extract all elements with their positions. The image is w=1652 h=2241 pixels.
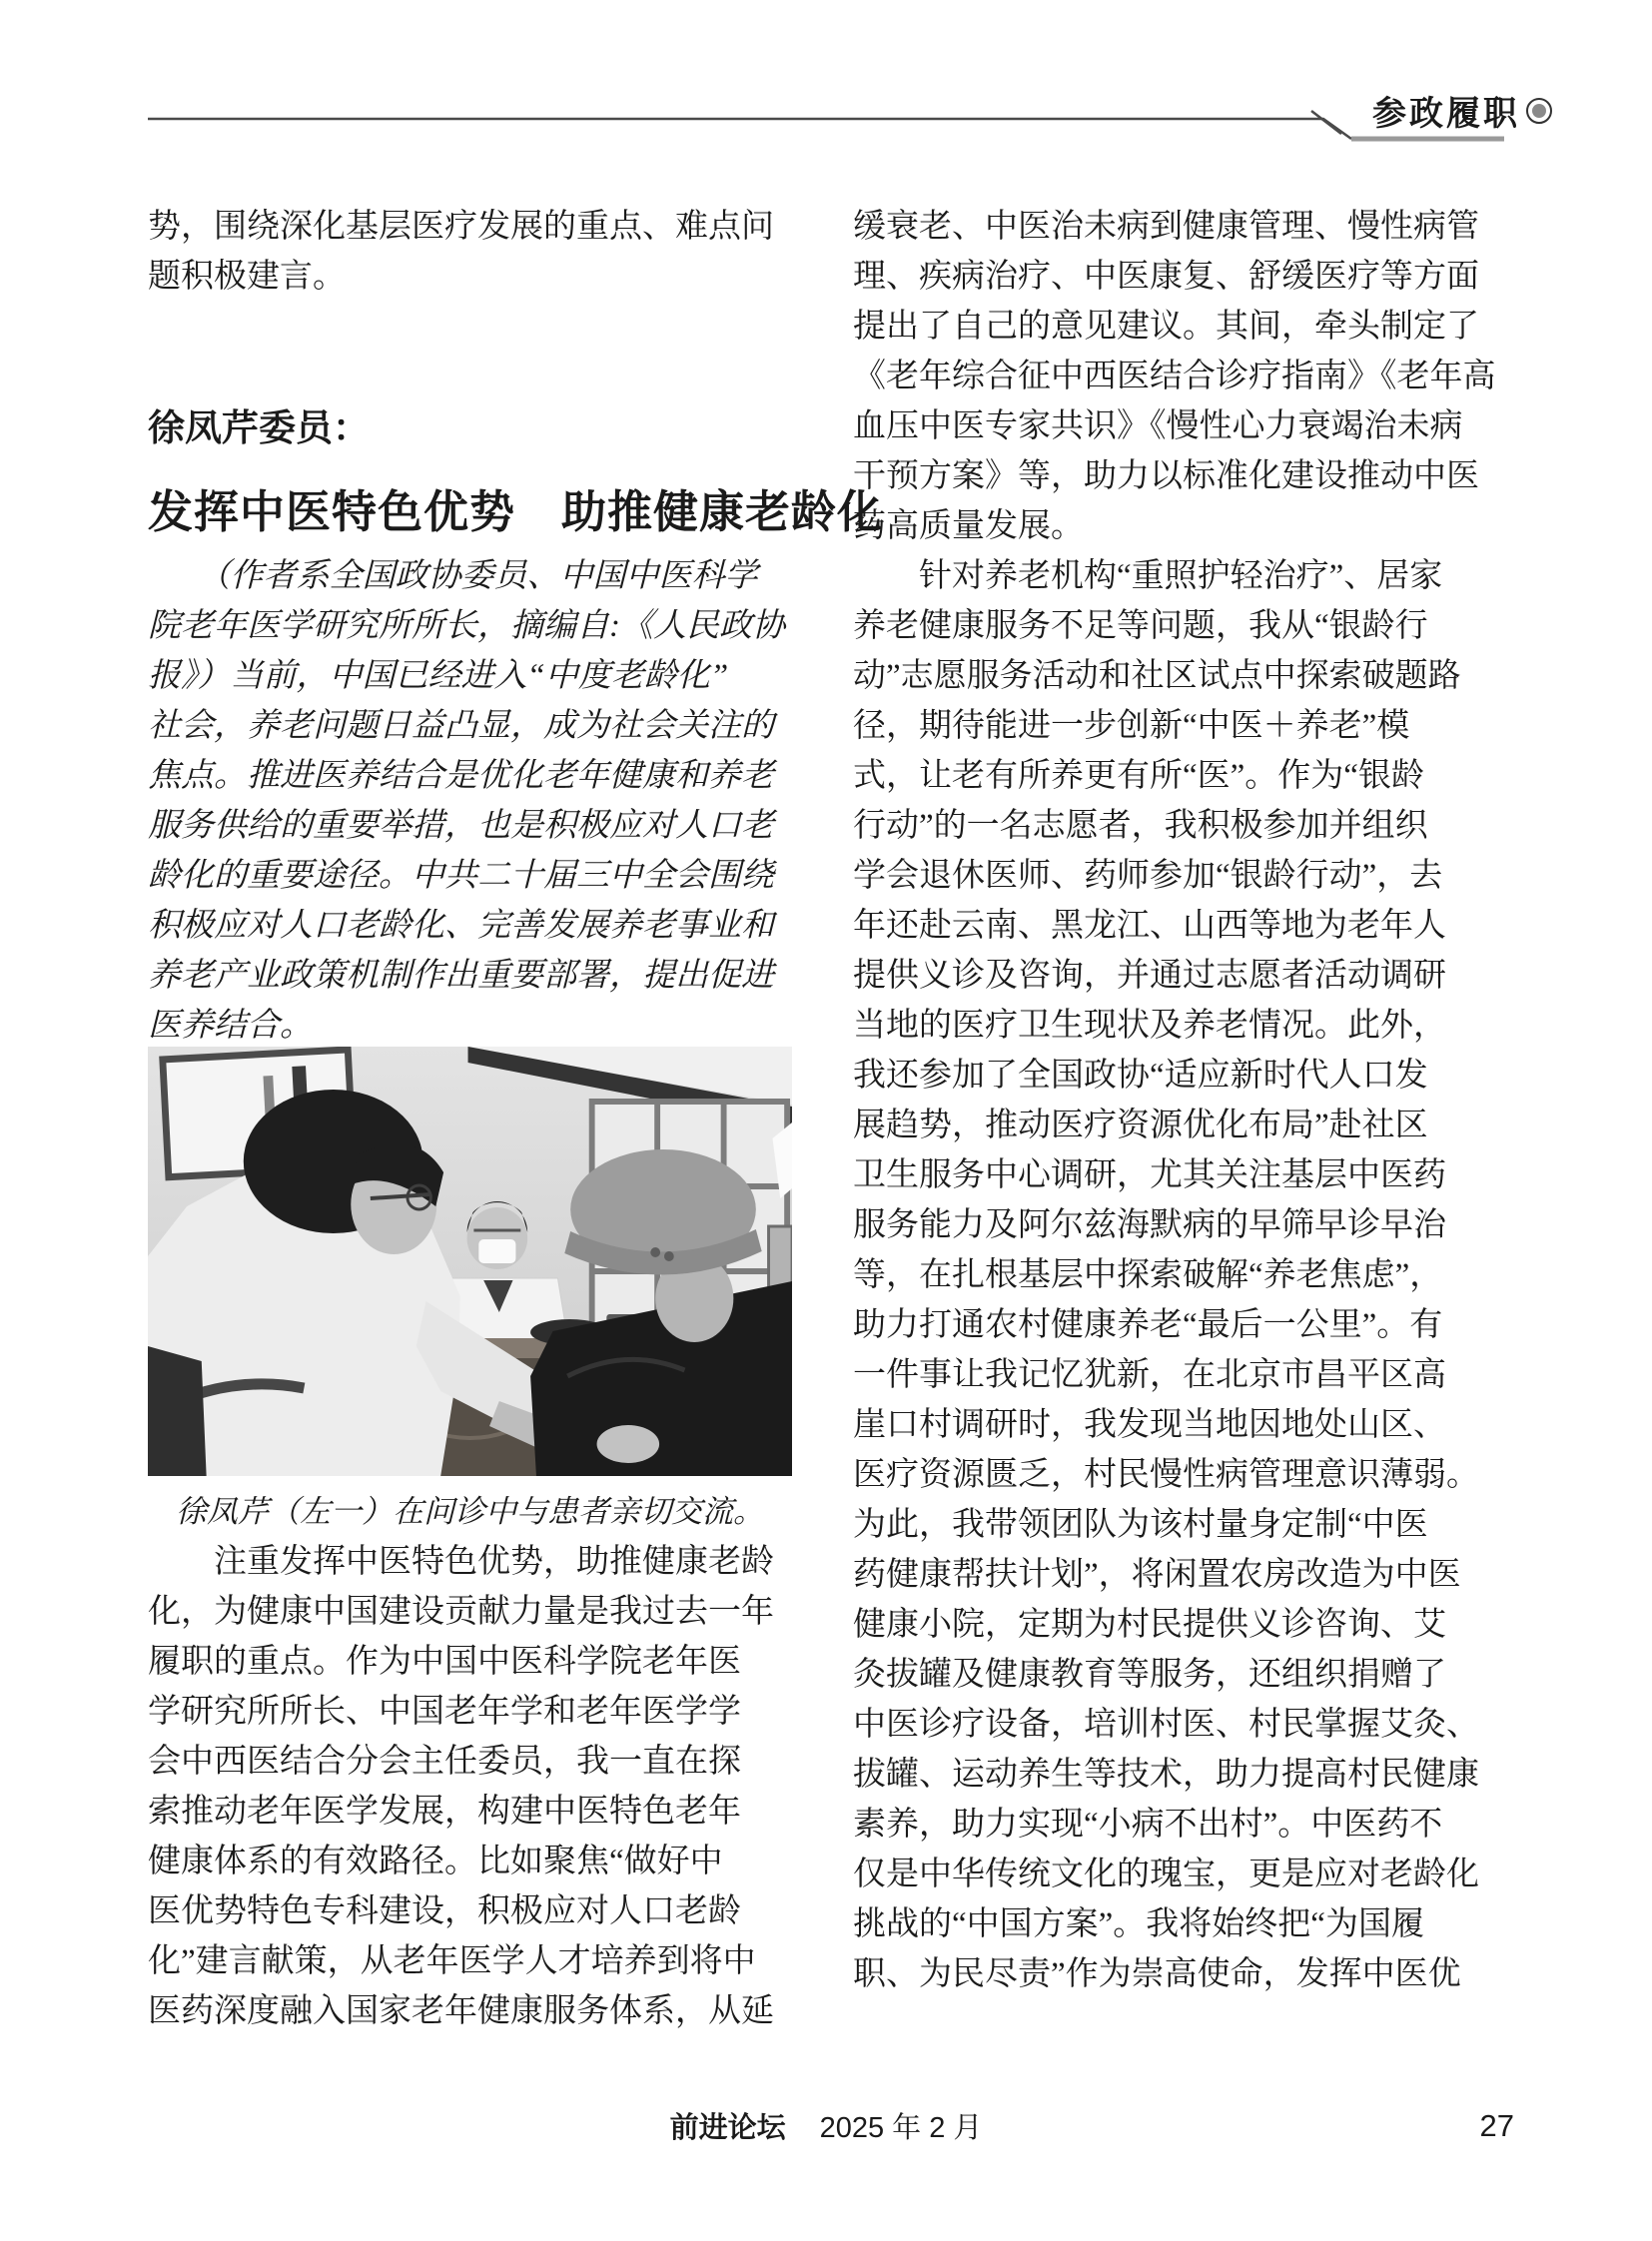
text-line: 索推动老年医学发展，构建中医特色老年 — [148, 1794, 741, 1830]
text-line: 健康小院，定期为村民提供义诊咨询、艾 — [853, 1607, 1446, 1643]
text-line: 化”建言献策，从老年医学人才培养到将中 — [148, 1943, 756, 1979]
text-line: 卫生服务中心调研，尤其关注基层中医药 — [853, 1157, 1446, 1193]
left-column-body-paragraph — [148, 1537, 817, 2036]
text-line: 报》）当前，中国已经进入“中度老龄化” — [148, 658, 729, 694]
text-line: 挑战的“中国方案”。我将始终把“为国履 — [853, 1906, 1424, 1942]
photo-caption: 徐凤芹（左一）在问诊中与患者亲切交流。 — [176, 1494, 764, 1529]
text-line: 职、为民尽责”作为崇高使命，发挥中医优 — [853, 1956, 1461, 1992]
text-line: 式，让老有所养更有所“医”。作为“银龄 — [853, 758, 1424, 794]
text-line: 崖口村调研时，我发现当地因地处山区、 — [853, 1407, 1446, 1443]
author-intro-note — [148, 551, 823, 1051]
text-line: 仅是中华传统文化的瑰宝，更是应对老龄化 — [853, 1857, 1479, 1892]
text-line: 社会，养老问题日益凸显，成为社会关注的 — [148, 708, 774, 744]
text-line: 学研究所所长、中国老年学和老年医学学 — [148, 1694, 741, 1730]
text-line: 医药深度融入国家老年健康服务体系，从延 — [148, 1993, 774, 2029]
text-line: 灸拔罐及健康教育等服务，还组织捐赠了 — [853, 1657, 1446, 1693]
consultation-photo — [148, 1047, 792, 1476]
text-line: 医养结合。 — [148, 1008, 313, 1044]
text-line: 提出了自己的意见建议。其间，牵头制定了 — [853, 309, 1479, 345]
text-line: 题积极建言。 — [148, 259, 346, 295]
text-line: 动”志愿服务活动和社区试点中探索破题路 — [853, 658, 1461, 694]
text-line: 健康体系的有效路径。比如聚焦“做好中 — [148, 1844, 723, 1879]
footer — [0, 2105, 1652, 2151]
text-line: 素养，助力实现“小病不出村”。中医药不 — [853, 1807, 1443, 1843]
text-line: 等，在扎根基层中探索破解“养老焦虑”， — [853, 1257, 1443, 1293]
article-title-heading: 发挥中医特色优势 助推健康老龄化 — [148, 486, 884, 537]
text-line: 会中西医结合分会主任委员，我一直在探 — [148, 1744, 741, 1780]
text-line: 行动”的一名志愿者，我积极参加并组织 — [853, 808, 1428, 844]
text-line: 缓衰老、中医治未病到健康管理、慢性病管 — [853, 209, 1479, 245]
text-line: 当地的医疗卫生现状及养老情况。此外， — [853, 1008, 1446, 1044]
text-line: 助力打通农村健康养老“最后一公里”。有 — [853, 1307, 1443, 1343]
text-line: 养老健康服务不足等问题，我从“银龄行 — [853, 608, 1428, 644]
text-line: 服务供给的重要举措，也是积极应对人口老 — [148, 808, 774, 844]
text-line: 药健康帮扶计划”，将闲置农房改造为中医 — [853, 1557, 1461, 1593]
text-line: 积极应对人口老龄化、完善发展养老事业和 — [148, 908, 774, 944]
text-line: 履职的重点。作为中国中医科学院老年医 — [148, 1644, 741, 1680]
text-line: 服务能力及阿尔兹海默病的早筛早诊早治 — [853, 1207, 1446, 1243]
page-number: 27 — [1479, 2108, 1514, 2143]
text-line: 化，为健康中国建设贡献力量是我过去一年 — [148, 1594, 774, 1630]
text-line: 年还赴云南、黑龙江、山西等地为老年人 — [853, 908, 1446, 944]
section-title: 参政履职 — [1372, 96, 1520, 133]
footer-journal-name: 前进论坛 — [669, 2112, 786, 2144]
left-column-continued-paragraph — [148, 202, 817, 302]
text-line: 势，围绕深化基层医疗发展的重点、难点问 — [148, 209, 774, 245]
text-line: 《老年综合征中西医结合诊疗指南》《老年高 — [853, 359, 1496, 394]
text-line: （作者系全国政协委员、中国中医科学 — [148, 558, 758, 594]
text-line: 院老年医学研究所所长，摘编自:《人民政协 — [148, 608, 785, 644]
text-line: 学会退休医师、药师参加“银龄行动”，去 — [853, 858, 1443, 894]
right-column-body — [853, 202, 1518, 1999]
text-line: 一件事让我记忆犹新，在北京市昌平区高 — [853, 1357, 1446, 1393]
text-line: 血压中医专家共识》《慢性心力衰竭治未病 — [853, 408, 1463, 444]
text-line: 提供义诊及咨询，并通过志愿者活动调研 — [853, 958, 1446, 994]
header-rule-line — [0, 0, 1652, 170]
text-line: 养老产业政策机制作出重要部署，提出促进 — [148, 958, 774, 994]
text-line: 为此，我带领团队为该村量身定制“中医 — [853, 1507, 1428, 1543]
text-line: 针对养老机构“重照护轻治疗”、居家 — [853, 558, 1443, 594]
text-line: 径，期待能进一步创新“中医＋养老”模 — [853, 708, 1410, 744]
text-line: 中医诊疗设备，培训村医、村民掌握艾灸、 — [853, 1707, 1479, 1743]
text-line: 注重发挥中医特色优势，助推健康老龄 — [148, 1544, 774, 1580]
text-line: 理、疾病治疗、中医康复、舒缓医疗等方面 — [853, 259, 1479, 295]
committee-member-heading: 徐凤芹委员： — [148, 407, 370, 448]
text-line: 医疗资源匮乏，村民慢性病管理意识薄弱。 — [853, 1457, 1479, 1493]
text-line: 龄化的重要途径。中共二十届三中全会围绕 — [148, 858, 774, 894]
text-line: 拔罐、运动养生等技术，助力提高村民健康 — [853, 1757, 1479, 1793]
section-bullet-icon — [1526, 98, 1552, 124]
text-line: 展趋势，推动医疗资源优化布局”赴社区 — [853, 1108, 1428, 1143]
text-line: 干预方案》等，助力以标准化建设推动中医 — [853, 458, 1479, 494]
text-line: 医优势特色专科建设，积极应对人口老龄 — [148, 1893, 741, 1929]
text-line: 药高质量发展。 — [853, 508, 1084, 544]
text-line: 焦点。推进医养结合是优化老年健康和养老 — [148, 758, 774, 794]
footer-issue-date: 2025 年 2 月 — [819, 2112, 983, 2144]
section-bullet-dot — [1532, 104, 1546, 118]
text-line: 我还参加了全国政协“适应新时代人口发 — [853, 1058, 1428, 1094]
